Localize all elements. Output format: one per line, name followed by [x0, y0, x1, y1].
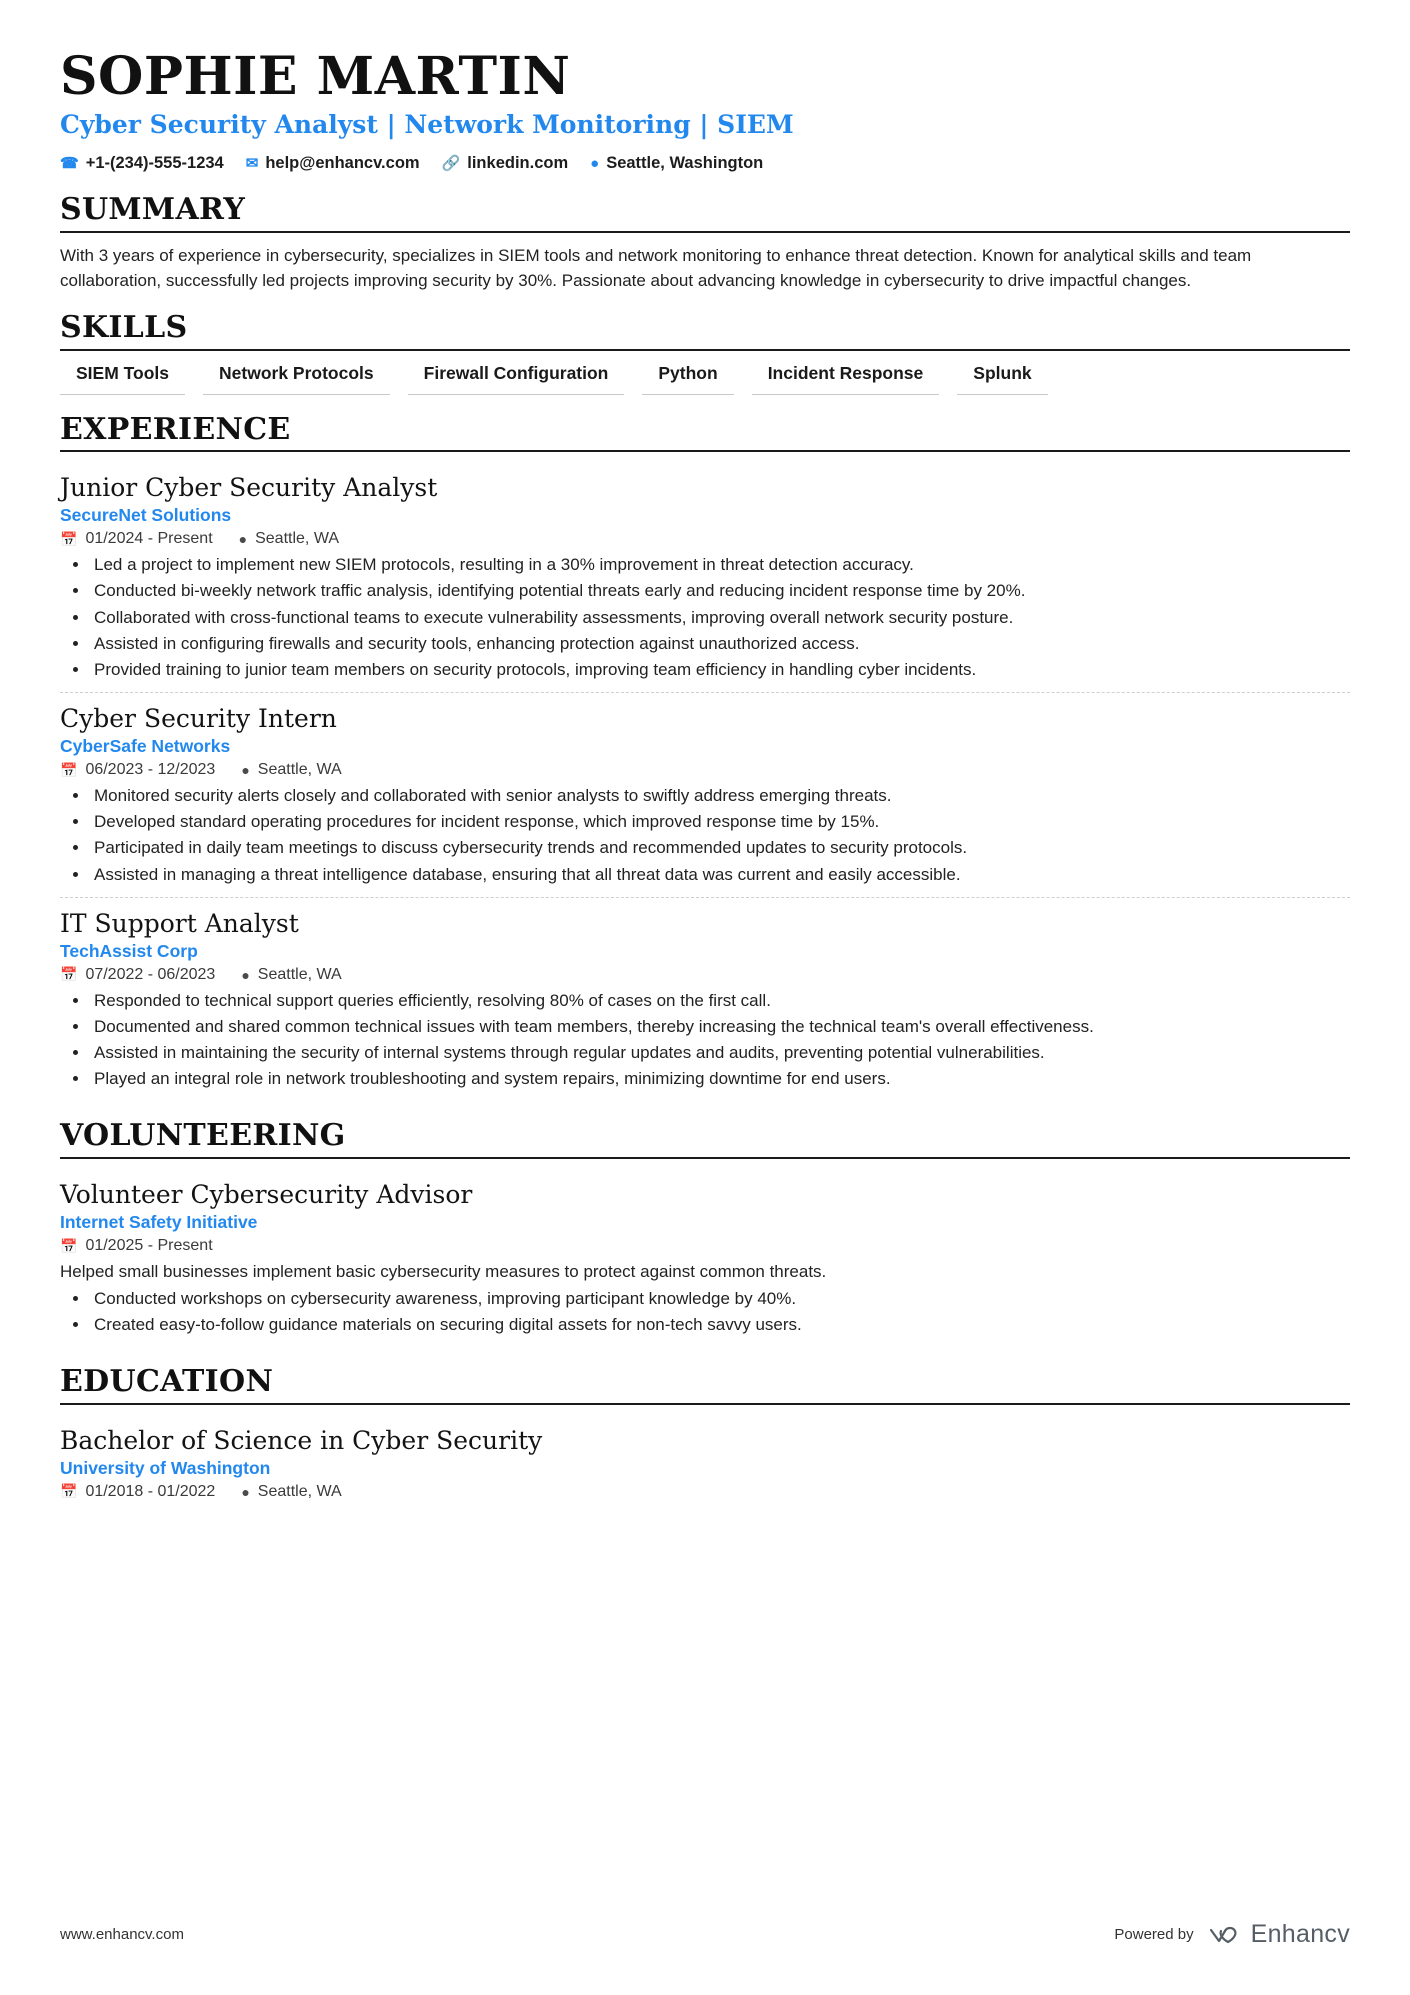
calendar-icon: 📅 [60, 1237, 78, 1254]
contact-linkedin-text: linkedin.com [467, 154, 569, 173]
section-skills [60, 311, 1350, 395]
skill-chip: Splunk [957, 361, 1047, 395]
experience-entry [60, 692, 1350, 897]
entry-location [241, 1483, 341, 1501]
education-entry [60, 1415, 1350, 1512]
skill-chip: SIEM Tools [60, 361, 185, 395]
entry-location [239, 530, 339, 548]
entry-meta [60, 1483, 1350, 1501]
job-title: Cyber Security Intern [60, 703, 337, 733]
location-pin-icon: ● [241, 1483, 250, 1500]
bullet-item: • Developed standard operating procedures for incident response, which improved response time by 15%. [90, 810, 1350, 834]
contact-linkedin[interactable] [442, 154, 569, 173]
bullet-item: • Conducted workshops on cybersecurity awareness, improving participant knowledge by 40%. [90, 1287, 1350, 1311]
bullet-item: • Collaborated with cross-functional teams to execute vulnerability assessments, improving overall network security posture. [90, 606, 1350, 630]
entry-location-text: Seattle, WA [255, 530, 339, 548]
experience-entry [60, 897, 1350, 1102]
bullet-item: • Created easy-to-follow guidance materials on securing digital assets for non-tech savvy users. [90, 1313, 1350, 1337]
footer-website[interactable]: www.enhancv.com [60, 1926, 184, 1943]
calendar-icon: 📅 [60, 530, 78, 547]
bullet-list [60, 1287, 1350, 1337]
bullet-item: • Assisted in managing a threat intelligence database, ensuring that all threat data was current and easily accessible. [90, 863, 1350, 887]
date-range-text: 01/2024 - Present [85, 530, 213, 548]
volunteering-entry [60, 1169, 1350, 1347]
contact-email[interactable] [246, 154, 420, 173]
entry-location [241, 966, 341, 984]
bullet-item: • Participated in daily team meetings to discuss cybersecurity trends and recommended updates to security protocols. [90, 836, 1350, 860]
entry-meta [60, 530, 1350, 548]
organization-name: Internet Safety Initiative [60, 1212, 258, 1233]
entry-meta [60, 1237, 1350, 1255]
section-divider [60, 231, 1350, 233]
contact-phone[interactable] [60, 154, 224, 173]
entry-location-text: Seattle, WA [257, 761, 342, 779]
company-name: TechAssist Corp [60, 940, 198, 961]
enhancv-mark-icon [1208, 1923, 1242, 1947]
date-range-text: 06/2023 - 12/2023 [85, 761, 216, 779]
location-pin-icon: ● [590, 155, 600, 173]
calendar-icon: 📅 [60, 966, 78, 983]
date-range [60, 966, 215, 984]
entry-location [241, 761, 341, 779]
section-divider [60, 1157, 1350, 1159]
skill-chip: Network Protocols [203, 361, 390, 395]
date-range-text: 07/2022 - 06/2023 [85, 965, 216, 983]
bullet-item: • Conducted bi-weekly network traffic analysis, identifying potential threats early and reducing incident response time by 20%. [90, 579, 1350, 603]
summary-text: With 3 years of experience in cybersecurity, specializes in SIEM tools and network monitoring to enhance threat detection. Known for analytical skills and team collaboration, successfully led projects improving security by 30%. Passionate about advancing knowledge in cybersecurity to drive impactful changes. [60, 245, 1252, 290]
section-title-volunteering: VOLUNTEERING [60, 1118, 346, 1154]
page-title: SOPHIE MARTIN [60, 46, 571, 107]
section-title-education: EDUCATION [60, 1364, 274, 1400]
bottom-spacer [60, 1516, 1350, 1666]
section-volunteering [60, 1119, 1350, 1347]
bullet-item: • Provided training to junior team members on security protocols, improving team efficiency in handling cyber incidents. [90, 658, 1350, 682]
brand-name: Enhancv [1250, 1920, 1350, 1948]
section-title-skills: SKILLS [60, 310, 188, 346]
bullet-item: • Led a project to implement new SIEM protocols, resulting in a 30% improvement in threat detection accuracy. [90, 553, 1350, 577]
date-range [60, 1237, 213, 1255]
bullet-list [60, 989, 1350, 1092]
date-range-text: 01/2018 - 01/2022 [85, 1482, 216, 1500]
date-range-text: 01/2025 - Present [85, 1237, 213, 1255]
resume-header [60, 48, 1350, 173]
skill-chip: Firewall Configuration [408, 361, 625, 395]
entry-location-text: Seattle, WA [257, 1482, 342, 1500]
phone-icon: ☎ [60, 155, 79, 173]
calendar-icon: 📅 [60, 1483, 78, 1500]
section-title-experience: EXPERIENCE [60, 411, 291, 447]
job-title: IT Support Analyst [60, 908, 299, 938]
powered-by-group [1114, 1920, 1350, 1949]
contact-phone-text: +1-(234)-555-1234 [85, 154, 224, 173]
date-range [60, 1483, 215, 1501]
job-title: Junior Cyber Security Analyst [60, 473, 438, 503]
contact-row [60, 154, 1350, 173]
bullet-list [60, 553, 1350, 682]
entry-location-text: Seattle, WA [257, 965, 342, 983]
degree-title: Bachelor of Science in Cyber Security [60, 1425, 543, 1455]
section-summary [60, 193, 1350, 293]
bullet-item: • Assisted in maintaining the security of internal systems through regular updates and audits, preventing potential vulnerabilities. [90, 1041, 1350, 1065]
entry-description: Helped small businesses implement basic cybersecurity measures to protect against common threats. [60, 1262, 827, 1282]
skills-list [60, 361, 1350, 395]
section-experience [60, 413, 1350, 1102]
entry-meta [60, 761, 1350, 779]
date-range [60, 530, 213, 548]
bullet-list [60, 784, 1350, 887]
location-pin-icon: ● [241, 966, 250, 983]
date-range [60, 761, 215, 779]
skill-chip: Python [642, 361, 733, 395]
page-footer [60, 1920, 1350, 1949]
professional-headline: Cyber Security Analyst | Network Monitoring | SIEM [60, 110, 794, 140]
bullet-item: • Responded to technical support queries efficiently, resolving 80% of cases on the first call. [90, 989, 1350, 1013]
volunteer-role: Volunteer Cybersecurity Advisor [60, 1179, 473, 1209]
section-education [60, 1365, 1350, 1512]
contact-location-text: Seattle, Washington [606, 154, 764, 173]
experience-entry [60, 462, 1350, 692]
bullet-item: • Documented and shared common technical issues with team members, thereby increasing the technical team's overall effectiveness. [90, 1015, 1350, 1039]
powered-by-label: Powered by [1114, 1926, 1194, 1943]
bullet-item: • Monitored security alerts closely and collaborated with senior analysts to swiftly address emerging threats. [90, 784, 1350, 808]
link-icon: 🔗 [441, 155, 461, 173]
section-divider [60, 1403, 1350, 1405]
section-divider [60, 349, 1350, 351]
skill-chip: Incident Response [752, 361, 940, 395]
enhancv-logo[interactable] [1208, 1920, 1350, 1949]
location-pin-icon: ● [241, 762, 250, 779]
company-name: SecureNet Solutions [60, 505, 232, 526]
bullet-item: • Played an integral role in network troubleshooting and system repairs, minimizing downtime for end users. [90, 1067, 1350, 1091]
email-icon: ✉ [245, 155, 259, 173]
school-name: University of Washington [60, 1457, 271, 1478]
calendar-icon: 📅 [60, 761, 78, 778]
location-pin-icon: ● [238, 531, 248, 548]
contact-email-text: help@enhancv.com [265, 154, 420, 173]
entry-meta [60, 966, 1350, 984]
contact-location [590, 154, 763, 173]
bullet-item: • Assisted in configuring firewalls and security tools, enhancing protection against unauthorized access. [90, 632, 1350, 656]
section-title-summary: SUMMARY [60, 192, 246, 228]
section-divider [60, 450, 1350, 452]
company-name: CyberSafe Networks [60, 736, 231, 757]
